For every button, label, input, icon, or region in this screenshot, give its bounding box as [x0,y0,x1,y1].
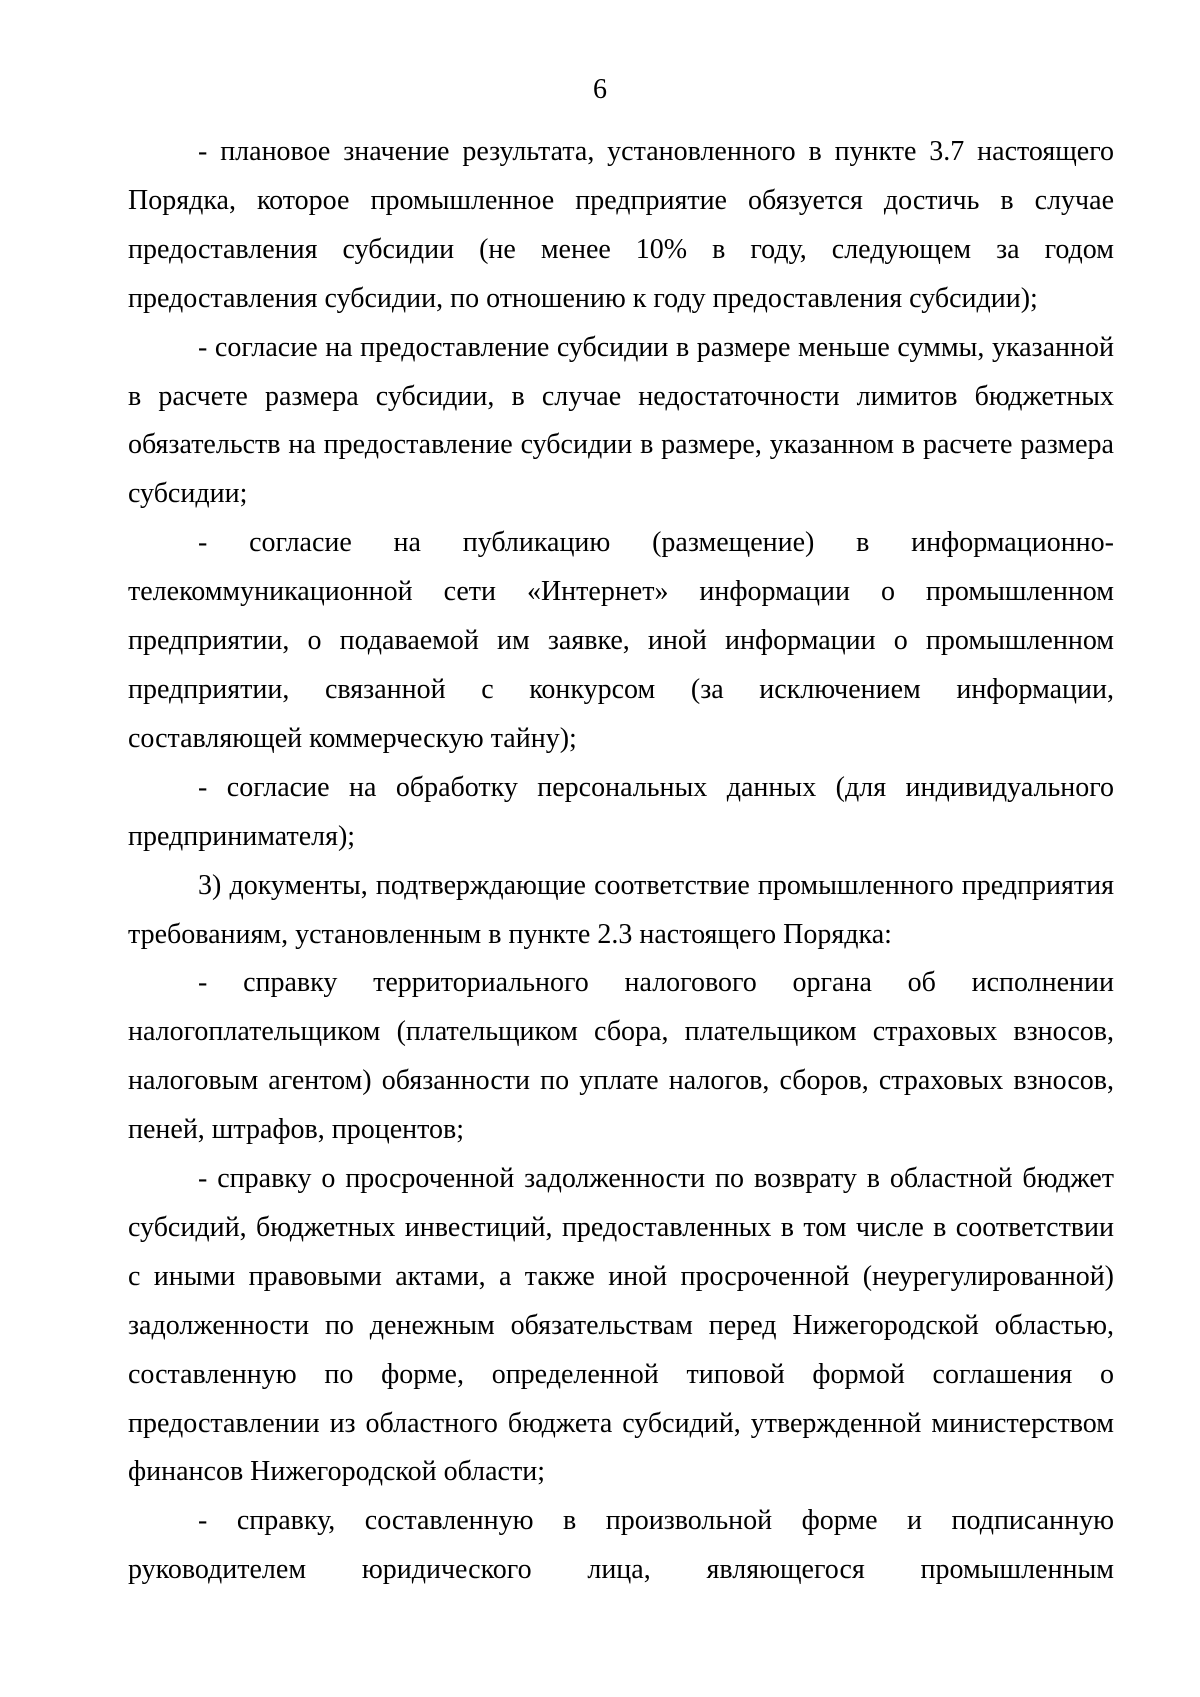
paragraph-documents-compliance: 3) документы, подтверждающие соответствие промышленного предприятия требованиям, установленным в пункте 2.3 настоящего Порядка: [128,869,1114,950]
paragraph-consent-personal-data: - согласие на обработку персональных данных (для индивидуального предпринимателя); [128,771,1114,852]
document-body [128,128,1114,1595]
paragraph-free-form-certificate: - справку, составленную в произвольной форме и подписанную руководителем юридического лица, являющегося промышленным [128,1505,1114,1586]
page-number: 6 [593,74,607,105]
paragraph-consent-smaller-subsidy: - согласие на предоставление субсидии в размере меньше суммы, указанной в расчете размера субсидии, в случае недостаточности лимитов бюджетных обязательств на предоставление субсидии в размере, указанном в расчете размера субсидии; [128,331,1114,510]
paragraph-overdue-debt-certificate: - справку о просроченной задолженности по возврату в областной бюджет субсидий, бюджетных инвестиций, предоставленных в том числе в соответствии с иными правовыми актами, а также иной просроченной (неурегулированной) задолженности по денежным обязательствам перед Нижегородской областью, составленную по форме, определенной типовой формой соглашения о предоставлении из областного бюджета субсидий, утвержденной министерством финансов Нижегородской области; [128,1163,1114,1488]
paragraph-consent-publication: - согласие на публикацию (размещение) в информационно-телекоммуникационной сети «Интернет» информации о промышленном предприятии, о подаваемой им заявке, иной информации о промышленном предприятии, связанной с конкурсом (за исключением информации, составляющей коммерческую тайну); [128,527,1114,754]
paragraph-planned-result: - плановое значение результата, установленного в пункте 3.7 настоящего Порядка, которое промышленное предприятие обязуется достичь в случае предоставления субсидии (не менее 10% в году, следующем за годом предоставления субсидии, по отношению к году предоставления субсидии); [128,136,1114,314]
paragraph-tax-certificate: - справку территориального налогового органа об исполнении налогоплательщиком (плательщиком сбора, плательщиком страховых взносов, налоговым агентом) обязанности по уплате налогов, сборов, страховых взносов, пеней, штрафов, процентов; [128,967,1114,1146]
